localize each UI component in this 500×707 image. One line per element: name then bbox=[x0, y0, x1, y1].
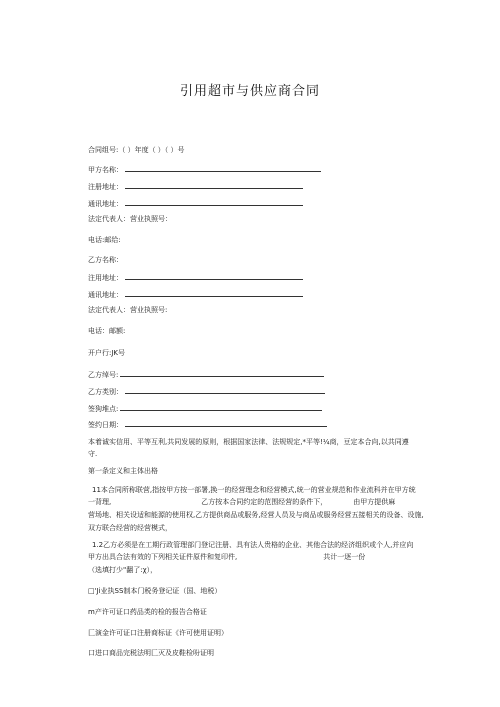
clause-1-2-line-1: 1.2乙方必须是在工期行政管理部门登记注册、具有法人贵格的企业、其他合法的经济组织或个人,并应向 bbox=[92, 541, 414, 549]
document-item-4: 口进口商品完税法明匚灭及皮鞋检吩证明 bbox=[88, 649, 214, 657]
party-b-bank: 开户行:JK号 bbox=[88, 349, 126, 357]
sign-place-blank bbox=[120, 403, 322, 411]
party-a-reg-label: 注册地址： bbox=[88, 183, 123, 191]
party-b-reg-label: 注用地址： bbox=[88, 274, 123, 282]
clause-1-1-line-2 bbox=[88, 498, 395, 507]
clause-1-1-part-2: 乙方按本合同约定的范围经营的条件下， bbox=[201, 498, 328, 506]
document-item-3: 匚演金许可证口注册商标证《许可使用证明） bbox=[88, 629, 228, 637]
party-a-reg-row bbox=[88, 181, 303, 192]
document-item-2: m产许可证口药品类的检的报告合格证 bbox=[88, 608, 207, 616]
party-b-account-row bbox=[88, 369, 324, 380]
sign-place-row bbox=[88, 403, 322, 414]
party-a-mail-row bbox=[88, 198, 303, 209]
sign-date-label: 签约日期： bbox=[88, 421, 123, 429]
sign-date-row bbox=[88, 419, 327, 430]
party-b-account-blank bbox=[120, 369, 324, 377]
party-b-name: 乙方名称： bbox=[88, 256, 123, 264]
clause-1-1-line-1: 11本合同所称联营,指按甲方按一部署,换一的经营理念和经营模式,统一的营业规范和作业流科并在甲方统 bbox=[92, 486, 416, 494]
party-b-phone-post: 电话：邮额: bbox=[88, 327, 126, 335]
preamble-line-1: 本着诚实信用、平等互利,共同发展的原则，根据国家法律、法规规定,*平等!¼商，豆定本合向,以共同遵 bbox=[88, 438, 409, 446]
party-a-mail-label: 通讯地址： bbox=[88, 200, 123, 208]
section-1-title: 第一条定义和主体出格 bbox=[88, 467, 158, 475]
contract-number: 合同组号:（ ）年度（ ）（ ）号 bbox=[88, 146, 185, 154]
party-a-reg-blank bbox=[125, 181, 303, 189]
party-a-name-row bbox=[88, 164, 321, 175]
party-a-phone-post: 电话:邮给: bbox=[88, 236, 121, 244]
party-b-mail-label: 通讯地址： bbox=[88, 291, 123, 299]
clause-1-1-line-4: 双方联合经营的经营模式， bbox=[88, 524, 172, 532]
party-a-name-blank bbox=[125, 164, 321, 172]
sign-date-blank bbox=[125, 419, 327, 427]
clause-1-2-line-3: （选填打少"翻了:χ）， bbox=[88, 566, 158, 574]
preamble-line-2: 守. bbox=[88, 450, 98, 458]
party-b-mail-blank bbox=[125, 289, 303, 297]
page-title: 引用超市与供应商合同 bbox=[179, 84, 320, 99]
party-b-category-blank bbox=[125, 386, 325, 394]
clause-1-2-part-2: 共计一逐一份 bbox=[323, 553, 366, 561]
clause-1-2-part-1: 甲方出具合法有效的下列相关证件原件和复印件, bbox=[88, 553, 238, 561]
clause-1-2-line-2 bbox=[88, 553, 365, 562]
party-b-account-label: 乙方绰号: bbox=[88, 371, 119, 379]
document-item-1: □'Ji业执SS制本门税务登记证（国、地税） bbox=[88, 587, 222, 595]
sign-place-label: 签狗堆点: bbox=[88, 405, 119, 413]
clause-1-1-part-1: 一背理, bbox=[88, 498, 112, 506]
clause-1-1-part-3: 由甲方提供麻 bbox=[353, 498, 396, 506]
party-b-category-label: 乙方类别： bbox=[88, 388, 123, 396]
party-a-name-label: 甲方名称： bbox=[88, 166, 123, 174]
party-b-legal-rep: 法定代表人：营业执照号: bbox=[88, 306, 168, 314]
party-b-category-row bbox=[88, 386, 325, 397]
party-b-reg-blank bbox=[125, 272, 303, 280]
clause-1-1-line-3: 营场地、相关设适和能源的使用权,乙方提供商品或服务,经营人员及与商品或服务经营五接相关的设备、设施, bbox=[88, 511, 424, 519]
party-b-mail-row bbox=[88, 289, 303, 300]
party-a-mail-blank bbox=[125, 198, 303, 206]
party-a-legal-rep: 法定代表人：营业执照号： bbox=[88, 215, 172, 223]
party-b-reg-row bbox=[88, 272, 303, 283]
